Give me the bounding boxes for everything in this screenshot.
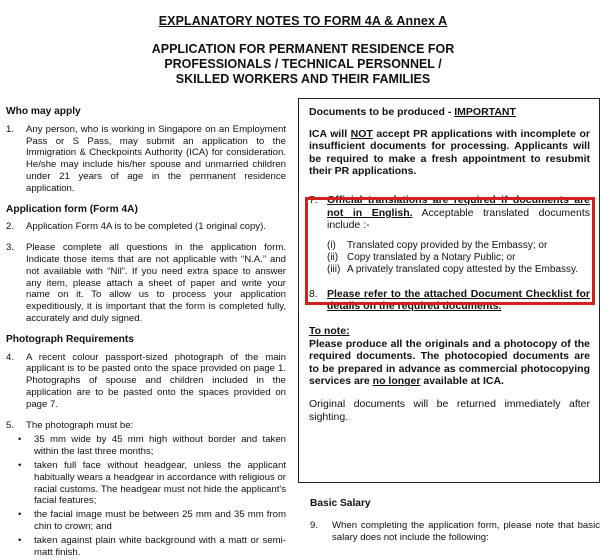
item-number: 9. xyxy=(310,520,319,531)
item-text: Please refer to the attached Document Checklist for details on the required documents. xyxy=(327,287,590,313)
left-column xyxy=(6,106,286,560)
list-item: • the facial image must be between 25 mm and 35 mm from chin to crown; and xyxy=(34,509,286,533)
documents-box-title: Documents to be produced - IMPORTANT xyxy=(309,106,516,118)
note-item-4 xyxy=(6,352,286,411)
item-text: Any person, who is working in Singapore on an Employment Pass or S Pass, may submit an application to the Immigration & Checkpoints Authority (ICA) for consideration. He/she may include his/her spouse and unmarried children under 21 years of age in the permanent residence application. xyxy=(26,123,286,194)
item-number: 3. xyxy=(6,242,15,254)
original-documents-note: Original documents will be returned immediately after sighting. xyxy=(309,397,590,423)
list-item: • taken against plain white background with a matt or semi-matt finish. xyxy=(34,535,286,559)
item-text: Please complete all questions in the application form. Indicate those items that are not applicable with “N.A.” and not available with “Nil”. If you need extra space to answer any item, please attach a sheet of paper and write your name on it. To allow us to process your application expeditiously, it is important that the form is completed fully, accurately and duly signed. xyxy=(26,242,286,324)
list-item: (ii) Copy translated by a Notary Public; or xyxy=(327,251,516,263)
item-text: The photograph must be: xyxy=(26,419,134,431)
item-number: 5. xyxy=(6,419,15,431)
ica-warning: ICA will NOT accept PR applications with incomplete or insufficient documents for processing. Applicants will be required to make a fresh appointment to resubmit their PR applications. xyxy=(309,127,590,178)
note-item-5 xyxy=(6,420,286,432)
important-label: IMPORTANT xyxy=(454,106,516,118)
list-item: (i) Translated copy provided by the Embassy; or xyxy=(327,239,548,251)
item-text: Official translations are required if documents are not in English. Acceptable translated documents include :- xyxy=(327,193,590,232)
basic-salary-heading: Basic Salary xyxy=(310,498,371,509)
to-note-heading: To note: xyxy=(309,324,350,337)
item-number: 1. xyxy=(6,123,15,135)
item-text: A recent colour passport-sized photograph of the main applicant is to be pasted onto the space provided on page 1. Photographs of spouse and children included in the application are to be pasted onto the spaces provided on page 7. xyxy=(26,351,286,410)
note-item-9 xyxy=(310,520,600,544)
item-number: 8. xyxy=(309,287,318,300)
note-item-1 xyxy=(6,124,286,195)
application-form-heading: Application form (Form 4A) xyxy=(6,203,138,215)
subtitle-line-1: APPLICATION FOR PERMANENT RESIDENCE FOR xyxy=(151,42,455,56)
photograph-requirements-heading: Photograph Requirements xyxy=(6,333,134,345)
page-title: EXPLANATORY NOTES TO FORM 4A & Annex A xyxy=(158,14,448,28)
subtitle-line-3: SKILLED WORKERS AND THEIR FAMILIES xyxy=(175,72,431,86)
highlight-box xyxy=(305,197,595,305)
item-number: 4. xyxy=(6,351,15,363)
page-subtitle xyxy=(0,42,606,87)
subtitle-line-2: PROFESSIONALS / TECHNICAL PERSONNEL / xyxy=(164,57,442,71)
item-text: When completing the application form, please note that basic salary does not include the following: xyxy=(332,520,600,543)
note-item-2 xyxy=(6,221,286,233)
list-item: (iii) A privately translated copy attested by the Embassy. xyxy=(327,263,579,275)
note-item-3 xyxy=(6,242,286,325)
list-item: • taken full face without headgear, unless the applicant habitually wears a headgear in accordance with religious or racial customs. The headgear must not hide the applicant's facial features; xyxy=(34,460,286,507)
item-text: Application Form 4A is to be completed (1 original copy). xyxy=(26,221,266,233)
who-may-apply-heading: Who may apply xyxy=(6,106,81,117)
list-item: • 35 mm wide by 45 mm high without border and taken within the last three months; xyxy=(34,434,286,458)
item-number: 7. xyxy=(309,193,318,206)
photo-requirements-list xyxy=(6,434,286,558)
to-note-text: Please produce all the originals and a photocopy of the required documents. The photocopied documents are to be prepared in advance as commercial photocopying services are no longer available at ICA. xyxy=(309,337,590,388)
item-number: 2. xyxy=(6,221,15,233)
